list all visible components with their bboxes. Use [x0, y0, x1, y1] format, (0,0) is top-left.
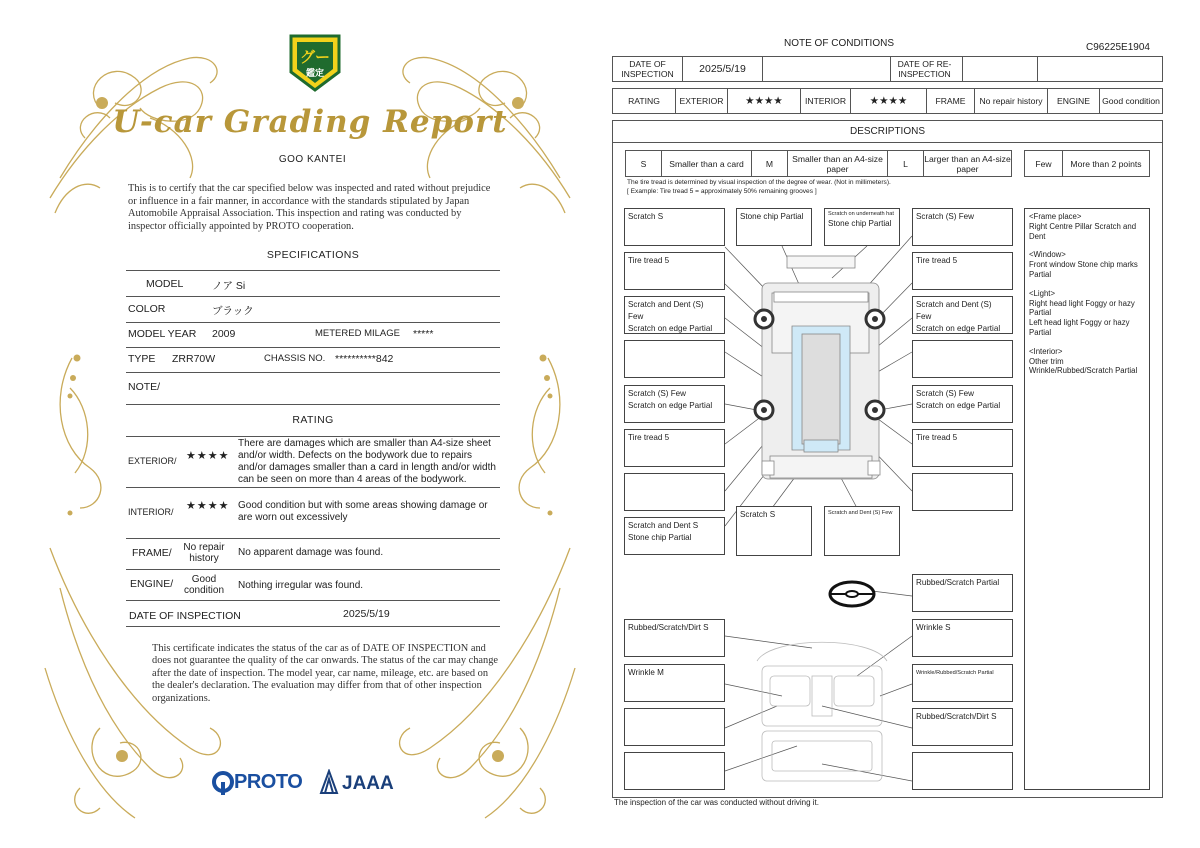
damage-box-tyre-rear-left [624, 429, 725, 467]
report-id: C96225E1904 [1086, 42, 1150, 53]
damage-box-rear-door-left [624, 385, 725, 423]
legend-few: Few [1025, 151, 1063, 176]
note-label: NOTE/ [128, 381, 161, 393]
note-footer: The inspection of the car was conducted without driving it. [614, 798, 819, 807]
metered-mileage-value: ***** [413, 328, 434, 340]
damage-text: Scratch S [628, 212, 664, 221]
certificate-footer: This certificate indicates the status of the car as of DATE OF INSPECTION and does not guarantee the quality of the car onwards. The status of the car may change after the date of inspection. The model year, car name, mileage, etc. are based on the dealer's declaration. The evaluation may differ from that of other inspection organizations. [152, 643, 499, 704]
model-year-value: 2009 [212, 328, 236, 340]
color-label: COLOR [128, 303, 166, 315]
damage-box-tyre-rear-right [912, 429, 1013, 467]
damage-text: Tire tread 5 [916, 433, 958, 442]
rating-heading: RATING [292, 414, 334, 426]
date-of-inspection-value: 2025/5/19 [683, 57, 763, 81]
damage-box-front-door-right [912, 296, 1013, 334]
svg-text:鑑定: 鑑定 [305, 69, 325, 79]
model-year-label: MODEL YEAR [128, 328, 197, 340]
note-of-conditions [612, 36, 1164, 816]
frame-description: No apparent damage was found. [238, 547, 384, 558]
color-value: ブラック [212, 305, 254, 317]
type-value: ZRR70W [172, 353, 216, 365]
interior-box-left-empty [624, 752, 725, 790]
frame-place-text: Right Centre Pillar Scratch and Dent [1029, 221, 1137, 241]
divider [126, 487, 500, 488]
engine-description: Nothing irregular was found. [238, 580, 364, 591]
interior-description: Good condition but with some areas showing damage or are worn out excessively [238, 500, 488, 523]
damage-text: Wrinkle S [916, 623, 951, 632]
interior-stars: ★★★★ [186, 500, 230, 512]
damage-text: Scratch and Dent (S) Few [628, 300, 704, 321]
damage-text: Rubbed/Scratch/Dirt S [628, 623, 709, 632]
engine-label: ENGINE [1048, 89, 1100, 113]
descriptions-heading: DESCRIPTIONS [849, 126, 925, 137]
chassis-label: CHASSIS NO. [264, 353, 326, 364]
specifications-heading: SPECIFICATIONS [266, 249, 360, 261]
side-notes-panel [1024, 208, 1150, 790]
legend-l: L [888, 151, 924, 176]
damage-box-right-empty [912, 340, 1013, 378]
legend-s: S [626, 151, 662, 176]
damage-text: Tire tread 5 [628, 433, 670, 442]
interior-box-left-empty [624, 708, 725, 746]
divider [126, 270, 500, 271]
model-label: MODEL [146, 278, 184, 290]
interior-heading: <Interior> [1029, 346, 1063, 356]
damage-text: Scratch on edge Partial [916, 401, 1001, 410]
light-text: Left head light Foggy or hazy Partial [1029, 318, 1130, 337]
divider [126, 347, 500, 348]
interior-label: INTERIOR [801, 89, 851, 113]
date-of-reinspection-label: DATE OF RE-INSPECTION [887, 57, 963, 81]
tread-example: [ Example: Tire tread 5 = approximately 50% remaining grooves ] [627, 188, 817, 195]
type-label: TYPE [128, 353, 156, 365]
interior-box-dashboard [624, 619, 725, 657]
note-title: NOTE OF CONDITIONS [784, 38, 894, 49]
frame-place-heading: <Frame place> [1029, 212, 1082, 221]
divider [126, 538, 500, 539]
interior-box-rear-right [912, 708, 1013, 746]
damage-box-tyre-front-left [624, 252, 725, 290]
damage-text: Scratch S [740, 510, 776, 519]
proto-logo-icon [212, 771, 234, 795]
damage-box-tyre-front-right [912, 252, 1013, 290]
damage-box-rear-left [624, 517, 725, 555]
damage-text: Tire tread 5 [916, 256, 958, 265]
model-value: ノア Si [212, 280, 246, 292]
damage-text: Scratch (S) Few [916, 389, 975, 398]
legend-m-desc: Smaller than an A4-size paper [788, 151, 888, 176]
damage-text: Scratch and Dent (S) Few [828, 510, 893, 516]
engine-value: Good condition [1102, 96, 1160, 106]
svg-text:グー: グー [299, 48, 331, 66]
interior-stars: ★★★★ [851, 89, 927, 113]
damage-box-left-empty [624, 473, 725, 511]
damage-text: Scratch on edge Partial [916, 324, 1001, 333]
damage-text: Stone chip Partial [828, 218, 892, 228]
engine-label: ENGINE/ [130, 578, 174, 590]
damage-text: Scratch on edge Partial [628, 401, 713, 410]
divider [126, 569, 500, 570]
divider [126, 626, 500, 627]
light-heading: <Light> [1029, 288, 1056, 298]
frame-label: FRAME/ [132, 547, 172, 559]
interior-box-front-right [912, 619, 1013, 657]
damage-box-left-empty [624, 340, 725, 378]
divider [126, 436, 500, 437]
date-of-inspection-value: 2025/5/19 [343, 608, 390, 620]
damage-text: Rubbed/Scratch/Dirt S [916, 712, 997, 721]
exterior-label: EXTERIOR/ [128, 456, 177, 466]
grading-certificate [40, 28, 580, 828]
legend-few-desc: More than 2 points [1070, 158, 1142, 169]
window-text: Front window Stone chip marks Partial [1029, 260, 1138, 279]
damage-box-windshield [824, 208, 900, 246]
date-of-inspection-label: DATE OF INSPECTION [613, 57, 683, 81]
damage-text: Wrinkle M [628, 668, 664, 677]
divider [126, 322, 500, 323]
interior-box-steering [912, 574, 1013, 612]
interior-box-right-empty [912, 752, 1013, 790]
damage-box-right-empty [912, 473, 1013, 511]
damage-text: Stone chip Partial [740, 212, 804, 221]
damage-text: Tire tread 5 [628, 256, 670, 265]
certificate-title: U-car Grading Report [112, 104, 508, 140]
legend-s-desc: Smaller than a card [662, 151, 752, 176]
interior-label: INTERIOR/ [128, 507, 174, 517]
gold-ornament-border [40, 28, 580, 828]
window-heading: <Window> [1029, 250, 1066, 260]
proto-logo-text: PROTO [234, 771, 303, 793]
exterior-stars: ★★★★ [728, 89, 801, 113]
tread-note: The tire tread is determined by visual inspection of the degree of wear. (Not in millimeters). [627, 179, 891, 186]
date-of-inspection-label: DATE OF INSPECTION [129, 610, 241, 622]
divider [126, 372, 500, 373]
damage-box-front-door-left [624, 296, 725, 334]
interior-box-front-right-seat [912, 664, 1013, 702]
damage-text: Scratch on edge Partial [628, 324, 713, 333]
divider [126, 296, 500, 297]
goo-kantei-badge-icon [287, 32, 343, 92]
damage-text: Stone chip Partial [628, 533, 692, 542]
damage-box-rear-bumper [824, 506, 900, 556]
engine-value: Good condition [183, 574, 225, 596]
damage-text: Scratch on underneath hat [828, 211, 894, 217]
damage-text: Scratch and Dent (S) Few [916, 300, 992, 321]
legend-m: M [752, 151, 788, 176]
frame-label: FRAME [927, 89, 975, 113]
damage-box-rear-door-right [912, 385, 1013, 423]
divider [126, 404, 500, 405]
jaaa-logo-text: JAAA [342, 773, 394, 794]
damage-box-front-right [912, 208, 1013, 246]
exterior-label: EXTERIOR [676, 89, 728, 113]
damage-text: Scratch and Dent S [628, 521, 699, 530]
damage-box-rear-center [736, 506, 812, 556]
exterior-description: There are damages which are smaller than A4-size sheet and/or width. Defects on the bodywork due to repairs and/or damages smaller than a card in length and/or width can be seen on more than 4 areas of the bodywork. [238, 438, 496, 485]
light-text: Right head light Foggy or hazy Partial [1029, 298, 1135, 318]
certificate-intro: This is to certify that the car specified below was inspected and rated without prejudice or influence in a fair manner, in accordance with the standards stipulated by Japan Automobile Appraisal Association. This inspection and rating was conducted by inspector officially appointed by PROTO cooperation. [128, 183, 491, 232]
divider [126, 600, 500, 601]
exterior-stars: ★★★★ [186, 450, 230, 462]
damage-text: Scratch (S) Few [628, 389, 687, 398]
damage-box-front-left [624, 208, 725, 246]
jaaa-logo-icon [319, 769, 339, 795]
metered-mileage-label: METERED MILAGE [315, 328, 400, 339]
interior-text: Other trim Wrinkle/Rubbed/Scratch Partial [1029, 356, 1138, 376]
interior-box-front-left-seat [624, 664, 725, 702]
rating-label: RATING [613, 89, 676, 113]
damage-text: Rubbed/Scratch Partial [916, 578, 1000, 587]
frame-value: No repair history [183, 542, 225, 564]
damage-text: Wrinkle/Rubbed/Scratch Partial [916, 670, 994, 676]
chassis-value: **********842 [335, 353, 394, 365]
damage-text: Scratch (S) Few [916, 212, 975, 221]
frame-value: No repair history [975, 89, 1048, 113]
damage-box-front-center [736, 208, 812, 246]
certificate-subtitle: GOO KANTEI [278, 154, 347, 165]
steering-wheel-icon [830, 582, 874, 606]
legend-l-desc: Larger than an A4-size paper [924, 153, 1011, 174]
